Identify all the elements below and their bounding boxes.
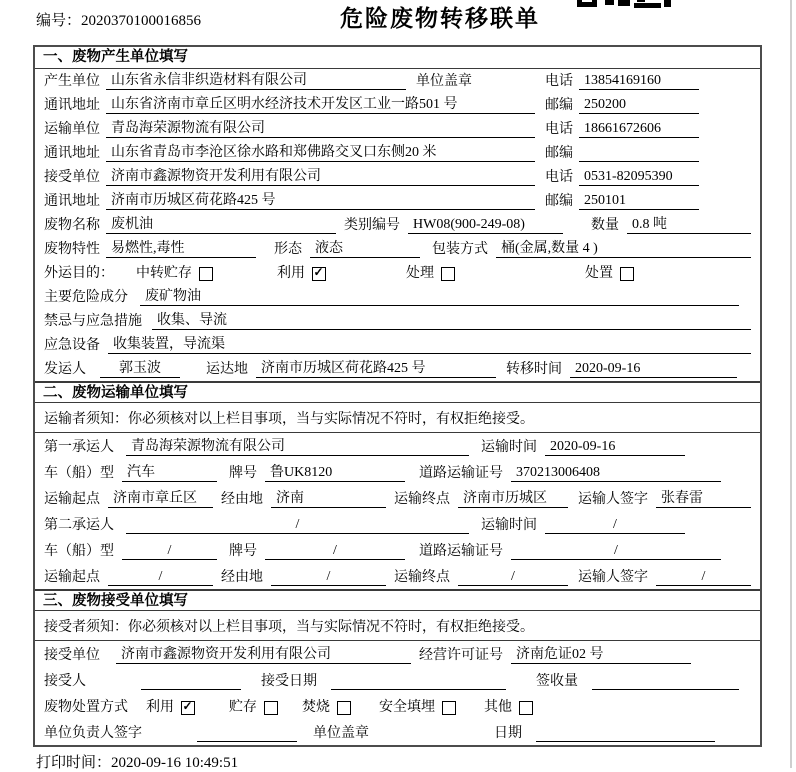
checkbox-checked-icon: [181, 701, 195, 715]
print-time: [36, 751, 238, 772]
zip-value: 250101: [579, 192, 699, 210]
end-label: 运输终点: [394, 492, 450, 507]
form-value: 液态: [310, 240, 420, 258]
check-icon: ✓: [313, 265, 324, 279]
checkbox-option: [484, 699, 533, 716]
print-time-label: 打印时间：: [36, 755, 112, 771]
field-value: 青岛海荣源物流有限公司: [106, 120, 535, 138]
sign-label: 运输人签字: [578, 492, 648, 507]
field-label: 接受单位: [44, 170, 100, 185]
checkbox-label: 其他: [484, 700, 512, 715]
unit-seal-label: 单位盖章: [416, 74, 472, 89]
row-accept-person: [35, 667, 760, 693]
row-emergency-equipment: [35, 333, 760, 357]
phone-label: 电话: [545, 74, 573, 89]
start-value: /: [108, 568, 213, 586]
qty-value: 0.8 吨: [627, 216, 751, 234]
page-title: 危险废物转移联单: [340, 6, 540, 31]
field-value: 汽车: [122, 464, 217, 482]
row-receiver-address: [35, 189, 760, 213]
checkbox-icon: [441, 267, 455, 281]
start-label: 运输起点: [44, 492, 100, 507]
sign-value: /: [656, 568, 751, 586]
cert-label: 道路运输证号: [419, 466, 503, 481]
checkbox-label: 贮存: [229, 700, 257, 715]
section-1-header: 一、废物产生单位填写: [35, 47, 760, 69]
zip-value: 250200: [579, 96, 699, 114]
pack-label: 包装方式: [432, 242, 488, 257]
checkbox-option: [277, 265, 326, 282]
row-producer-address: [35, 93, 760, 117]
row-accept-unit: [35, 641, 760, 667]
row-first-carrier: [35, 433, 760, 459]
checkbox-icon: [199, 267, 213, 281]
field-value: 郭玉波: [100, 360, 180, 378]
field-label: 通讯地址: [44, 194, 100, 209]
code-value: HW08(900-249-08): [408, 216, 563, 234]
row-vehicle-2: [35, 537, 760, 563]
start-value: 济南市章丘区: [108, 490, 213, 508]
checkbox-label: 利用: [146, 700, 174, 715]
checkbox-icon: [337, 701, 351, 715]
row-transport-address: [35, 141, 760, 165]
page-edge-divider: [790, 0, 792, 768]
end-value: 济南市历城区: [458, 490, 568, 508]
print-time-value: 2020-09-16 10:49:51: [111, 755, 239, 771]
via-label: 经由地: [221, 492, 263, 507]
pack-value: 桶(金属,数量 4 ): [496, 240, 751, 258]
form-label: 形态: [274, 242, 302, 257]
date-label: 接受日期: [261, 674, 317, 689]
field-label: 通讯地址: [44, 146, 100, 161]
field-value: 济南市历城区荷花路425 号: [106, 192, 535, 210]
checkbox-option: [146, 699, 195, 716]
checkbox-label: 利用: [277, 266, 305, 281]
row-waste-name: [35, 213, 760, 237]
field-value: 济南市鑫源物资开发利用有限公司: [116, 646, 411, 664]
phone-value: 18661672606: [579, 120, 699, 138]
field-label: 第一承运人: [44, 440, 114, 455]
plate-label: 牌号: [229, 544, 257, 559]
row-unit-signature: [35, 719, 760, 745]
phone-label: 电话: [545, 170, 573, 185]
field-value: [141, 673, 241, 690]
plate-value: /: [265, 542, 405, 560]
time-value: /: [545, 516, 685, 534]
dest-value: 济南市历城区荷花路425 号: [256, 360, 496, 378]
checkbox-option: [585, 265, 634, 282]
row-route-1: [35, 485, 760, 511]
phone-value: 0531-82095390: [579, 168, 699, 186]
cert-value: 370213006408: [511, 464, 721, 482]
plate-value: 鲁UK8120: [265, 464, 405, 482]
time-label: 运输时间: [481, 518, 537, 533]
field-value: [197, 725, 297, 742]
start-label: 运输起点: [44, 570, 100, 585]
end-label: 运输终点: [394, 570, 450, 585]
field-label: 单位负责人签字: [44, 726, 142, 741]
zip-label: 邮编: [545, 194, 573, 209]
time-value: 2020-09-16: [545, 438, 685, 456]
zip-value: [579, 145, 699, 162]
checkbox-option: [229, 699, 278, 716]
sign-value: 张春雷: [656, 490, 751, 508]
row-taboo-measures: [35, 309, 760, 333]
field-value: 废机油: [106, 216, 336, 234]
row-route-2: [35, 563, 760, 589]
checkbox-label: 处理: [406, 266, 434, 281]
date-label: 日期: [494, 726, 522, 741]
via-value: 济南: [271, 490, 386, 508]
checkbox-option: [406, 265, 455, 282]
qty-value: [592, 673, 739, 690]
checkbox-icon: [264, 701, 278, 715]
checkbox-label: 处置: [585, 266, 613, 281]
checkbox-icon: [519, 701, 533, 715]
field-label: 废物处置方式: [44, 700, 128, 715]
phone-value: 13854169160: [579, 72, 699, 90]
row-hazard-components: [35, 285, 760, 309]
time-label: 转移时间: [506, 362, 562, 377]
plate-label: 牌号: [229, 466, 257, 481]
section-2-header: 二、废物运输单位填写: [35, 381, 760, 403]
field-label: 产生单位: [44, 74, 100, 89]
field-value: 收集、导流: [152, 312, 751, 330]
field-label: 接受人: [44, 674, 86, 689]
row-second-carrier: [35, 511, 760, 537]
field-value: /: [122, 542, 217, 560]
cert-label: 道路运输证号: [419, 544, 503, 559]
field-label: 车（船）型: [44, 466, 114, 481]
cert-value: /: [511, 542, 721, 560]
field-label: 接受单位: [44, 648, 100, 663]
field-value: 山东省济南市章丘区明水经济技术开发区工业一路501 号: [106, 96, 535, 114]
field-value: 山东省永信非织造材料有限公司: [106, 72, 406, 90]
end-value: /: [458, 568, 568, 586]
time-value: 2020-09-16: [570, 360, 737, 378]
license-value: 济南危证02 号: [511, 646, 691, 664]
date-value: [536, 725, 715, 742]
field-value: /: [126, 516, 469, 534]
row-dispatch: [35, 357, 760, 381]
row-receiver-unit: [35, 165, 760, 189]
checkbox-checked-icon: [312, 267, 326, 281]
doc-number-value: 2020370100016856: [81, 13, 202, 29]
field-value: 废矿物油: [140, 288, 739, 306]
phone-label: 电话: [545, 122, 573, 137]
field-label: 车（船）型: [44, 544, 114, 559]
field-value: 济南市鑫源物资开发利用有限公司: [106, 168, 535, 186]
doc-number-label: 编号：: [36, 13, 82, 29]
via-label: 经由地: [221, 570, 263, 585]
field-label: 主要危险成分: [44, 290, 128, 305]
field-label: 第二承运人: [44, 518, 114, 533]
qr-code-fragment-icon: [577, 0, 671, 9]
qty-label: 数量: [591, 218, 619, 233]
code-label: 类别编号: [344, 218, 400, 233]
seal-label: 单位盖章: [313, 726, 369, 741]
row-disposal-method: [35, 693, 760, 719]
field-label: 外运目的：: [44, 266, 114, 281]
field-value: 易燃性,毒性: [106, 240, 256, 258]
row-purpose: [35, 261, 760, 285]
checkbox-icon: [442, 701, 456, 715]
field-label: 应急设备: [44, 338, 100, 353]
zip-label: 邮编: [545, 146, 573, 161]
field-value: 青岛海荣源物流有限公司: [126, 438, 469, 456]
field-label: 废物名称: [44, 218, 100, 233]
time-label: 运输时间: [481, 440, 537, 455]
row-waste-traits: [35, 237, 760, 261]
field-label: 运输单位: [44, 122, 100, 137]
checkbox-option: [302, 699, 351, 716]
checkbox-option: [136, 265, 213, 282]
field-label: 通讯地址: [44, 98, 100, 113]
field-value: 山东省青岛市李沧区徐水路和郑佛路交叉口东侧20 米: [106, 144, 535, 162]
via-value: /: [271, 568, 386, 586]
checkbox-label: 安全填埋: [379, 700, 435, 715]
dest-label: 运达地: [206, 362, 248, 377]
row-producer: [35, 69, 760, 93]
manifest-table: [33, 45, 762, 747]
row-transport-unit: [35, 117, 760, 141]
row-vehicle-1: [35, 459, 760, 485]
qty-label: 签收量: [536, 674, 578, 689]
field-label: 禁忌与应急措施: [44, 314, 142, 329]
check-icon: ✓: [182, 699, 193, 713]
field-value: 收集装置，导流渠: [108, 336, 751, 354]
section-2-notice: 运输者须知：你必须核对以上栏目事项，当与实际情况不符时，有权拒绝接受。: [35, 403, 760, 433]
section-3-header: 三、废物接受单位填写: [35, 589, 760, 611]
license-label: 经营许可证号: [419, 648, 503, 663]
zip-label: 邮编: [545, 98, 573, 113]
date-value: [331, 673, 506, 690]
sign-label: 运输人签字: [578, 570, 648, 585]
field-label: 发运人: [44, 362, 86, 377]
checkbox-label: 中转贮存: [136, 266, 192, 281]
field-label: 废物特性: [44, 242, 100, 257]
section-3-notice: 接受者须知：你必须核对以上栏目事项，当与实际情况不符时，有权拒绝接受。: [35, 611, 760, 641]
checkbox-icon: [620, 267, 634, 281]
checkbox-option: [379, 699, 456, 716]
checkbox-label: 焚烧: [302, 700, 330, 715]
